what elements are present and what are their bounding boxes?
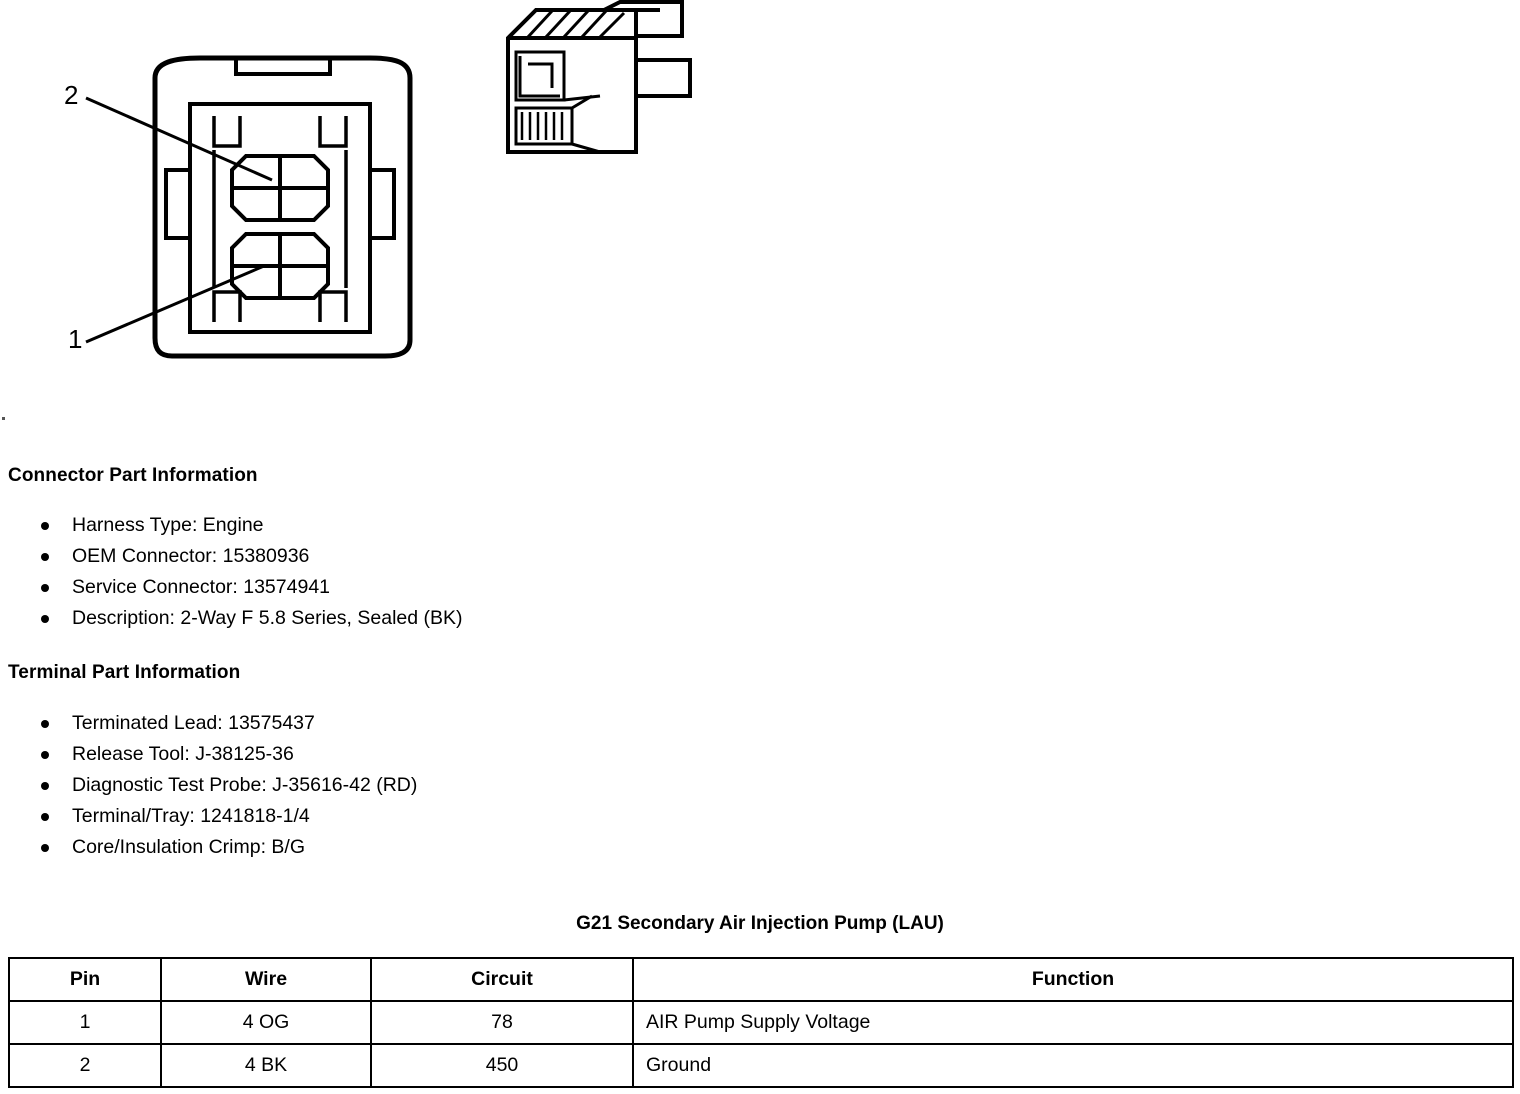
pin-table-title: G21 Secondary Air Injection Pump (LAU) — [576, 913, 944, 934]
list-item: Service Connector: 13574941 — [8, 572, 463, 603]
cell-circuit: 450 — [371, 1044, 633, 1087]
cell-circuit: 78 — [371, 1001, 633, 1044]
cell-function: AIR Pump Supply Voltage — [633, 1001, 1513, 1044]
column-header-circuit: Circuit — [371, 958, 633, 1001]
cell-pin: 2 — [9, 1044, 161, 1087]
callout-label-1: 1 — [68, 324, 83, 354]
list-item: Diagnostic Test Probe: J-35616-42 (RD) — [8, 770, 417, 801]
table-row — [9, 1044, 1513, 1087]
list-item: Description: 2-Way F 5.8 Series, Sealed (BK) — [8, 603, 463, 634]
table-row — [9, 1001, 1513, 1044]
column-header-pin: Pin — [9, 958, 161, 1001]
cell-pin: 1 — [9, 1001, 161, 1044]
connector-side-view — [508, 2, 690, 152]
connector-part-information-heading: Connector Part Information — [8, 465, 258, 486]
cell-wire: 4 BK — [161, 1044, 371, 1087]
callout-label-2: 2 — [64, 80, 79, 110]
connector-front-view — [155, 58, 410, 356]
cell-function: Ground — [633, 1044, 1513, 1087]
terminal-part-information-heading: Terminal Part Information — [8, 662, 241, 683]
list-item: Terminal/Tray: 1241818-1/4 — [8, 801, 417, 832]
scan-artifact-speck — [2, 417, 5, 420]
column-header-function: Function — [633, 958, 1513, 1001]
pin-table — [8, 957, 1514, 1088]
list-item: OEM Connector: 15380936 — [8, 541, 463, 572]
column-header-wire: Wire — [161, 958, 371, 1001]
connector-part-information-list — [8, 510, 463, 634]
terminal-part-information-list — [8, 708, 417, 863]
table-header-row — [9, 958, 1513, 1001]
list-item: Core/Insulation Crimp: B/G — [8, 832, 417, 863]
list-item: Harness Type: Engine — [8, 510, 463, 541]
list-item: Terminated Lead: 13575437 — [8, 708, 417, 739]
list-item: Release Tool: J-38125-36 — [8, 739, 417, 770]
cell-wire: 4 OG — [161, 1001, 371, 1044]
pin-table-container — [8, 957, 1512, 1088]
connector-illustration — [0, 0, 1520, 430]
